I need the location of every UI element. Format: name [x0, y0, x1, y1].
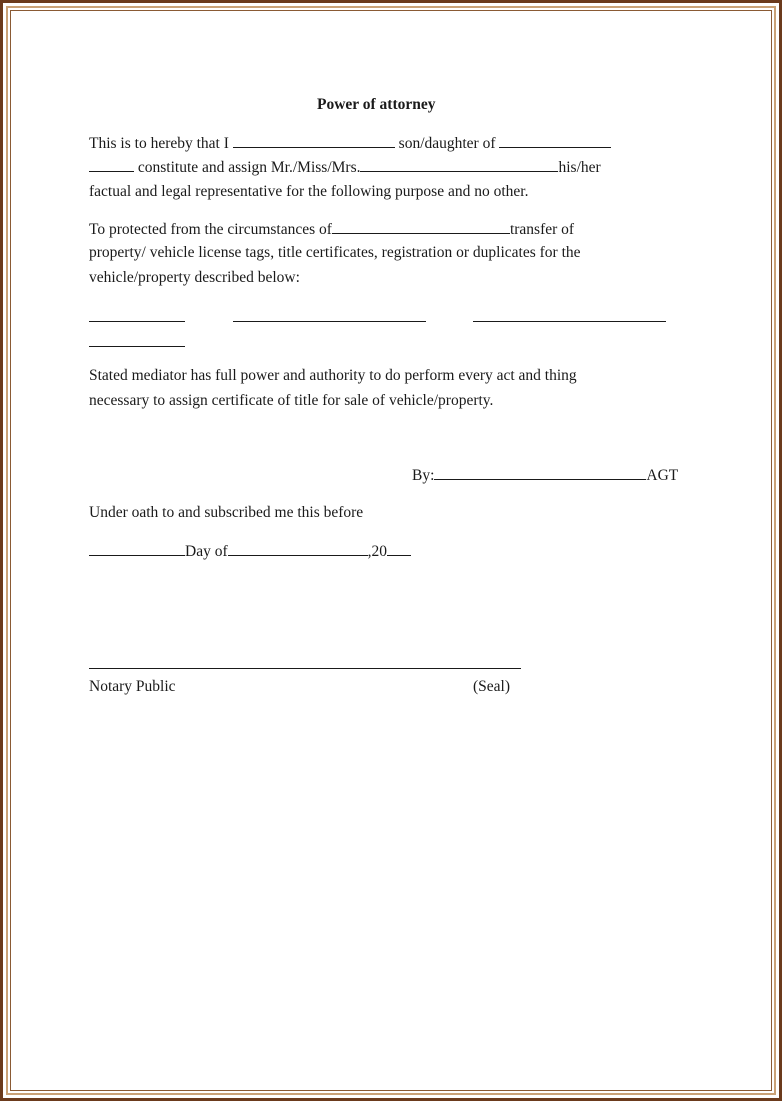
notary-public-label: Notary Public	[89, 678, 176, 695]
document-page	[12, 12, 768, 1089]
page-title: Power of attorney	[317, 96, 436, 113]
parent-name-blank-cont[interactable]	[89, 158, 134, 172]
para1-line3: factual and legal representative for the following purpose and no other.	[89, 183, 529, 200]
para2-text-b: transfer of	[509, 221, 575, 238]
para1-text-d: his/her	[558, 159, 601, 176]
para2-line2: property/ vehicle license tags, title certificates, registration or duplicates for the	[89, 244, 581, 261]
day-blank[interactable]	[89, 542, 185, 556]
agt-label: AGT	[646, 467, 679, 484]
seal-label: (Seal)	[473, 678, 511, 695]
agent-name-blank[interactable]	[360, 158, 558, 172]
grantor-name-blank[interactable]	[233, 134, 395, 148]
para3-line2: necessary to assign certificate of title for sale of vehicle/property.	[89, 392, 494, 409]
description-blank-2[interactable]	[233, 321, 426, 322]
para1-text-c: constitute and assign Mr./Miss/Mrs.	[134, 159, 361, 176]
para1-line2	[89, 158, 601, 177]
parent-name-blank[interactable]	[499, 134, 611, 148]
description-blank-1[interactable]	[89, 321, 185, 322]
para3-line1: Stated mediator has full power and authority to do perform every act and thing	[89, 367, 577, 384]
signature-line	[412, 466, 678, 485]
signature-blank[interactable]	[434, 466, 646, 480]
oath-text: Under oath to and subscribed me this before	[89, 504, 364, 521]
day-of-label: Day of	[185, 543, 228, 560]
circumstances-blank[interactable]	[332, 220, 510, 234]
para2-text-a: To protected from the circumstances of	[89, 221, 332, 238]
year-blank[interactable]	[387, 542, 411, 556]
by-label: By:	[412, 467, 435, 484]
para2-line3: vehicle/property described below:	[89, 269, 300, 286]
para1-text-b: son/daughter of	[394, 135, 500, 152]
para1-line1	[89, 134, 611, 153]
description-blank-4[interactable]	[89, 346, 185, 347]
date-line	[89, 542, 411, 561]
notary-signature-line[interactable]	[89, 668, 521, 669]
month-blank[interactable]	[228, 542, 368, 556]
year-prefix: ,20	[367, 543, 387, 560]
para2-line1	[89, 220, 574, 239]
description-blank-3[interactable]	[473, 321, 666, 322]
para1-text-a: This is to hereby that I	[89, 135, 233, 152]
